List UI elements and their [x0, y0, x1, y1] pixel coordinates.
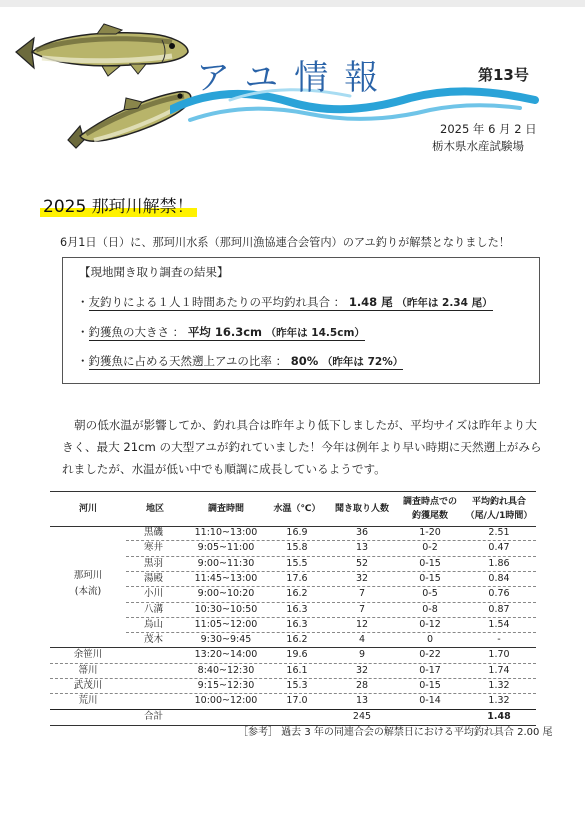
table-cell-catch: 0 — [426, 634, 434, 646]
table-cell-area: 烏山 — [144, 618, 164, 630]
table-cell-avg: 0.76 — [488, 588, 510, 600]
table-cell-temp: 17.6 — [286, 572, 308, 584]
table-cell-time: 11:10~13:00 — [194, 527, 258, 538]
table-cell-avg: 0.87 — [488, 603, 510, 615]
table-cell-river — [50, 571, 126, 586]
table-cell-area: 小川 — [144, 588, 164, 600]
survey-item: ・釣獲魚の大きさ ： 平均 16.3cm （昨年は 14.5cm） — [77, 325, 365, 339]
organization-name: 栃木県水産試験場 — [432, 139, 524, 153]
group-label-naka-main: 那珂川 (本流) — [73, 570, 103, 597]
table-cell-area: 湯殿 — [144, 572, 164, 584]
total-people: 245 — [352, 710, 372, 722]
table-cell-river: 武茂川 — [73, 680, 103, 691]
table-cell-people: 32 — [355, 572, 369, 584]
header-river: 河川 — [78, 504, 97, 514]
table-cell-area: 黒羽 — [144, 557, 164, 569]
table-cell-area: 寒井 — [144, 542, 164, 554]
table-cell-temp: 16.9 — [286, 527, 308, 538]
table-cell-time: 10:30~10:50 — [194, 603, 258, 615]
table-cell-avg: 1.86 — [488, 557, 510, 569]
table-cell-people: 7 — [358, 588, 366, 600]
table-cell-catch: 0-15 — [419, 572, 441, 584]
table-cell-catch: 0-14 — [419, 695, 441, 707]
table-cell-time: 9:05~11:00 — [197, 542, 255, 554]
table-cell-time: 11:45~13:00 — [194, 572, 258, 584]
table-cell-avg: 1.70 — [488, 649, 510, 661]
table-cell-time: 10:00~12:00 — [194, 695, 258, 707]
table-cell-avg: 2.51 — [488, 527, 510, 538]
table-cell-area: 黒磯 — [144, 527, 164, 538]
header-area: 地区 — [145, 504, 164, 514]
header-people: 聞き取り人数 — [334, 504, 389, 514]
table-cell-river — [50, 602, 126, 617]
table-cell-river: 余笹川 — [73, 649, 103, 661]
table-cell-temp: 15.3 — [286, 680, 308, 691]
table-cell-people: 9 — [358, 649, 366, 661]
table-cell-people: 4 — [358, 634, 366, 646]
table-cell-temp: 16.3 — [286, 603, 308, 615]
survey-item: ・釣獲魚に占める天然遡上アユの比率 ： 80% （昨年は 72%） — [77, 354, 404, 368]
table-cell-river — [50, 617, 126, 632]
survey-results-box — [62, 257, 540, 384]
header-catch: 調査時点での 釣獲尾数 — [402, 497, 457, 521]
table-cell-temp: 15.5 — [286, 557, 308, 569]
table-cell-people: 36 — [355, 527, 369, 538]
table-cell-time: 13:20~14:00 — [194, 649, 258, 661]
header-temp: 水温（℃） — [273, 504, 321, 514]
table-cell-time: 8:40~12:30 — [197, 664, 255, 676]
survey-item: ・友釣りによる１人１時間あたりの平均釣れ具合 ： 1.48 尾 （昨年は 2.34 尾） — [77, 295, 493, 309]
intro-text: 6月1日（日）に、那珂川水系（那珂川漁協連合会管内）のアユ釣りが解禁となりました！ — [60, 236, 510, 249]
table-cell-time: 9:15~12:30 — [197, 680, 255, 691]
table-cell-avg: - — [497, 634, 501, 646]
top-strip — [0, 0, 585, 7]
table-cell-area — [126, 647, 184, 662]
table-cell-temp: 17.0 — [286, 695, 308, 707]
header-avg: 平均釣れ具合 （尾/人/1時間） — [465, 497, 533, 521]
total-avg: 1.48 — [487, 710, 511, 722]
table-cell-temp: 15.8 — [286, 542, 308, 554]
table-cell-temp: 16.3 — [286, 618, 308, 630]
survey-box-title: 【現地聞き取り調査の結果】 — [79, 265, 229, 279]
table-cell-time: 9:00~10:20 — [197, 588, 255, 600]
table-cell-catch: 0-15 — [419, 680, 441, 691]
ayu-fish-illustration-top — [12, 22, 192, 84]
table-cell-river — [50, 632, 126, 647]
table-cell-people: 13 — [355, 542, 369, 554]
table-cell-catch: 0-15 — [419, 557, 441, 569]
table-cell-time: 11:05~12:00 — [194, 618, 258, 630]
table-cell-catch: 0-8 — [422, 603, 438, 615]
section-heading-wrap — [40, 192, 197, 217]
table-cell-time: 9:00~11:30 — [197, 557, 255, 569]
table-cell-catch: 0-12 — [419, 618, 441, 630]
table-cell-avg: 1.74 — [488, 664, 510, 676]
table-cell-river — [50, 525, 126, 540]
table-cell-people: 52 — [355, 557, 369, 569]
table-header — [50, 491, 536, 527]
table-cell-catch: 0-2 — [422, 542, 438, 554]
total-label: 合計 — [144, 710, 164, 722]
table-cell-avg: 1.32 — [488, 695, 510, 707]
publish-date: 2025 年 6 月 2 日 — [440, 122, 537, 136]
table-cell-avg: 1.54 — [488, 618, 510, 630]
table-cell-river — [50, 586, 126, 601]
table-cell-area — [126, 693, 184, 708]
table-cell-area — [126, 663, 184, 678]
issue-number: 第13号 — [478, 66, 529, 84]
table-cell-catch: 0-17 — [419, 664, 441, 676]
table-cell-river: 箒川 — [78, 664, 98, 676]
table-cell-area — [126, 678, 184, 693]
page-title: アユ情報 — [196, 58, 395, 98]
table-cell-people: 28 — [355, 680, 369, 691]
table-cell-avg: 0.47 — [488, 542, 510, 554]
table-cell-catch: 0-5 — [422, 588, 438, 600]
summary-paragraph: 朝の低水温が影響してか、釣れ具合は昨年より低下しましたが、平均サイズは昨年より大きく、最大 21cm の大型アユが釣れていました！今年は例年より早い時期に天然遡上がみられましたが、水温が低い中でも順調に成長しているようです。 — [62, 418, 542, 476]
table-cell-avg: 0.84 — [488, 572, 510, 584]
table-cell-area: 茂木 — [144, 634, 164, 646]
table-cell-temp: 19.6 — [286, 649, 308, 661]
table-cell-avg: 1.32 — [488, 680, 510, 691]
section-heading: 2025 那珂川解禁！ — [40, 197, 197, 217]
table-cell-river: 荒川 — [78, 695, 98, 707]
table-cell-people: 13 — [355, 695, 369, 707]
header-time: 調査時間 — [207, 504, 244, 514]
table-cell-people: 12 — [355, 618, 369, 630]
table-cell-time: 9:30~9:45 — [200, 634, 252, 646]
table-cell-temp: 16.2 — [286, 588, 308, 600]
table-cell-catch: 0-22 — [419, 649, 441, 661]
table-cell-people: 32 — [355, 664, 369, 676]
table-cell-river — [50, 556, 126, 571]
table-cell-area: 八溝 — [144, 603, 164, 615]
table-cell-catch: 1-20 — [419, 527, 441, 538]
table-cell-temp: 16.2 — [286, 634, 308, 646]
table-cell-river — [50, 540, 126, 555]
table-cell-temp: 16.1 — [286, 664, 308, 676]
reference-note: ［参考］ 過去 3 年の同連合会の解禁日における平均釣れ具合 2.00 尾 — [238, 727, 553, 738]
table-cell-people: 7 — [358, 603, 366, 615]
